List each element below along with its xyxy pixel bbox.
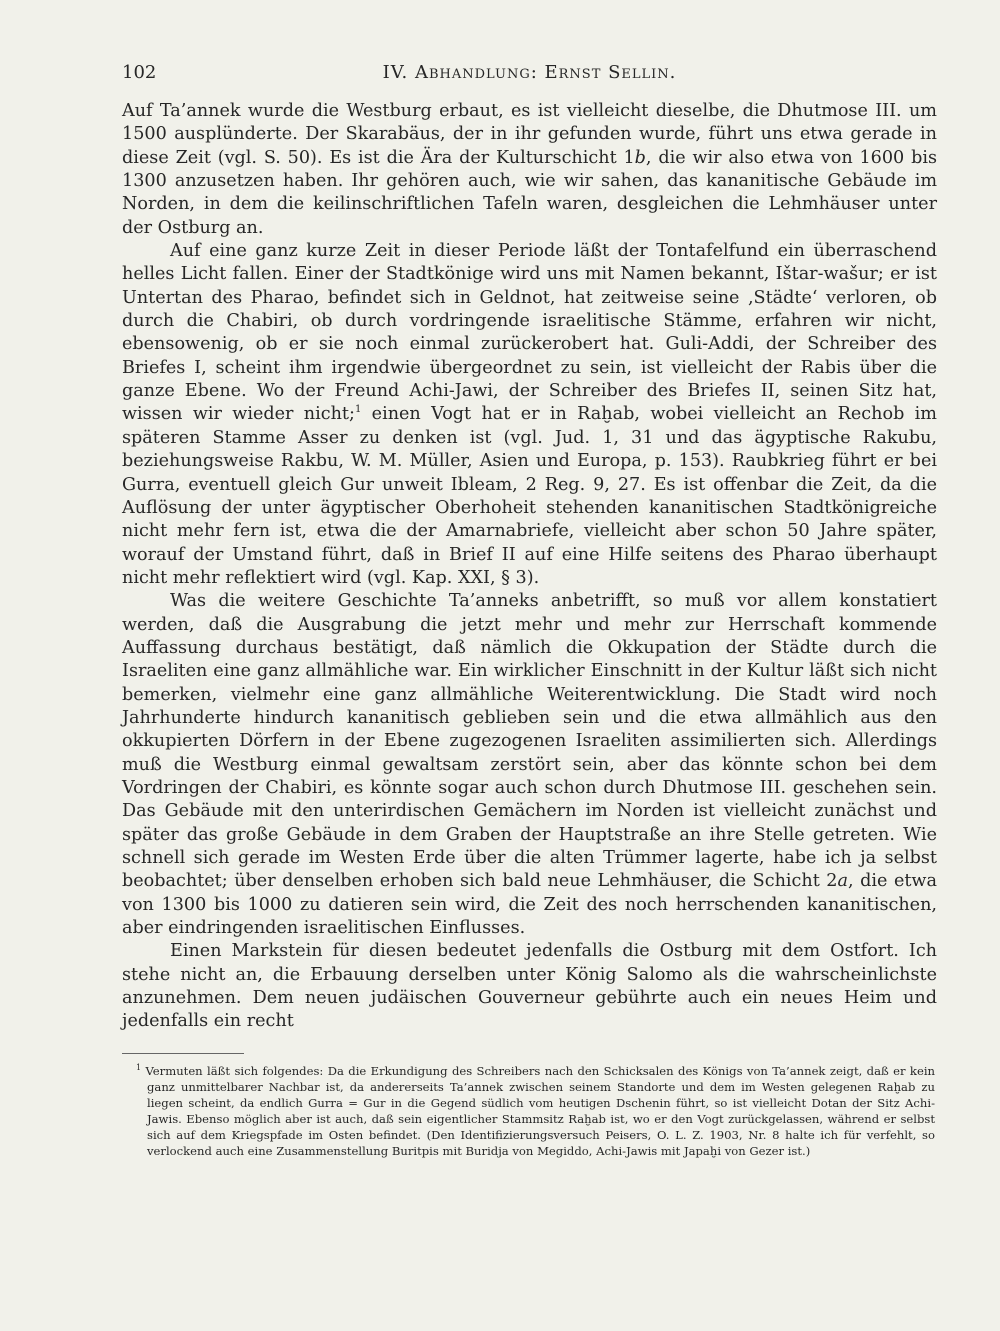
paragraph-3-text-a: Was die weitere Geschichte Ta’anneks anbetrifft, so muß vor allem konstatiert werden, daß die Ausgrabung die jetzt mehr und mehr zur Herrschaft kommende Auffassung durchaus bestätigt, daß nämlich die Okkupation der Städte durch die Israeliten eine ganz allmähliche war. Ein wirklicher Einschnitt in der Kultur läßt sich nicht bemerken, vielmehr eine ganz allmähliche Weiterentwicklung. Die Stadt wird noch Jahrhunderte hindurch kananitisch geblieben sein und die etwa allmählich aus den okkupierten Dörfern in der Ebene zugezogenen Israeliten assimilierten sich. Allerdings muß die Westburg einmal gewaltsam zerstört sein, aber das könnte schon bei dem Vordringen der Chabiri, es könnte sogar auch schon durch Dhutmose III. geschehen sein. Das Gebäude mit den unterirdischen Gemächern im Norden ist vielleicht zunächst und später das große Gebäude in dem Graben der Hauptstraße an ihre Stelle getreten. Wie schnell sich gerade im Westen Erde über die alten Trümmer lagerte, habe ich ja selbst beobachtet; über denselben erhoben sich bald neue Lehmhäuser, die Schicht 2 (122, 591, 937, 892)
footnote-text: Vermuten läßt sich folgendes: Da die Erkundigung des Schreibers nach den Schicksalen des Königs von Ta’annek zeigt, daß er kein ganz unmittelbarer Nachbar ist, da andererseits Ta’annek zwischen seinem Standorte und dem im Westen gelegenen Raḫab zu liegen scheint, da endlich Gurra = Gur in die Gegend südlich vom heutigen Dschenin führt, so ist vielleicht Dotan der Sitz Achi-Jawis. Ebenso möglich aber ist auch, daß sein eigentlicher Stammsitz Raḫab ist, wo er den Vogt zurückgelassen, während er selbst sich auf dem Kriegspfade im Osten befindet. (Den Identifizierungsversuch Peisers, O. L. Z. 1903, Nr. 8 halte ich für verfehlt, so verlockend auch eine Zusammenstellung Buritpis mit Buridja von Megiddo, Achi-Jawis mit Japaḫi von Gezer ist.) (145, 1064, 935, 1158)
paragraph-4-text-a: Einen Markstein für diesen bedeutet jedenfalls die Ostburg mit dem Ostfort. Ich stehe nicht an, die Erbauung derselben unter König Salomo als die wahrscheinlichste anzunehmen. Dem neuen judäischen Gouverneur gebührte auch ein neues Heim und jedenfalls ein recht (122, 941, 937, 1032)
layer-label-2a: a (837, 871, 849, 892)
paragraph-4 (122, 940, 937, 1033)
paragraph-2 (122, 240, 937, 590)
paragraph-3-text-c: , die etwa von 1300 bis 1000 zu datieren sein wird, die Zeit des noch herrschenden kananitischen, aber eindringenden israelitischen Einflusses. (122, 871, 937, 939)
page-number: 102 (122, 62, 157, 83)
paragraph-1 (122, 100, 937, 240)
footnote-marker: 1 (136, 1063, 142, 1073)
main-text (122, 100, 937, 1034)
page-header (122, 62, 937, 88)
footnote-divider (122, 1053, 244, 1054)
paragraph-1-text-a: Auf Ta’annek wurde die Westburg erbaut, es ist vielleicht dieselbe, die Dhutmose III. um 1500 ausplünderte. Der Skarabäus, der in ihr gefunden wurde, führt uns etwa gerade in diese Zeit (vgl. S. 50). Es ist die Ära der Kulturschicht 1 (122, 101, 937, 168)
paragraph-2-text-b: einen Vogt hat er in Raḫab, wobei vielleicht an Rechob im späteren Stamme Asser zu denken ist (vgl. Jud. 1, 31 und das ägyptische Rakubu, beziehungsweise Rakbu, W. M. Müller, Asien und Europa, p. 153). Raubkrieg führt er bei Gurra, eventuell gleich Gur unweit Ibleam, 2 Reg. 9, 27. Es ist offenbar die Zeit, da die Auflösung der unter ägyptischer Oberhoheit stehenden kananitischen Stadtkönigreiche nicht mehr fern ist, etwa die der Amarnabriefe, vielleicht aber schon 50 Jahre später, worauf der Umstand führt, daß in Brief II auf eine Hilfe seitens des Pharao überhaupt nicht mehr reflektiert wird (vgl. Kap. XXI, § 3). (122, 404, 937, 588)
footnote (136, 1063, 935, 1159)
footnote-reference[interactable]: 1 (354, 404, 362, 416)
paragraph-1-text-c: , die wir also etwa von 1600 bis 1300 anzusetzen haben. Ihr gehören auch, wie wir sahen, das kananitische Gebäude im Norden, in dem die keilinschriftlichen Tafeln waren, desgleichen die Lehmhäuser unter der Ostburg an. (122, 147, 937, 238)
paragraph-3 (122, 590, 937, 940)
running-title: IV. Abhandlung: Ernst Sellin. (382, 62, 677, 83)
paragraph-2-text-a: Auf eine ganz kurze Zeit in dieser Periode läßt der Tontafelfund ein überraschend helles Licht fallen. Einer der Stadtkönige wird uns mit Namen bekannt, Ištar-wašur; er ist Untertan des Pharao, befindet sich in Geldnot, hat zeitweise seine ‚Städte‘ verloren, ob durch die Chabiri, ob durch vordringende israelitische Stämme, erfahren wir nicht, ebensowenig, ob er sie noch einmal zurückerobert hat. Guli-Addi, der Schreiber des Briefes I, scheint ihm irgendwie übergeordnet zu sein, ist vielleicht der Rabis über die ganze Ebene. Wo der Freund Achi-Jawi, der Schreiber des Briefes II, seinen Sitz hat, wissen wir wieder nicht; (122, 241, 937, 425)
layer-label-1b: b (634, 147, 646, 168)
